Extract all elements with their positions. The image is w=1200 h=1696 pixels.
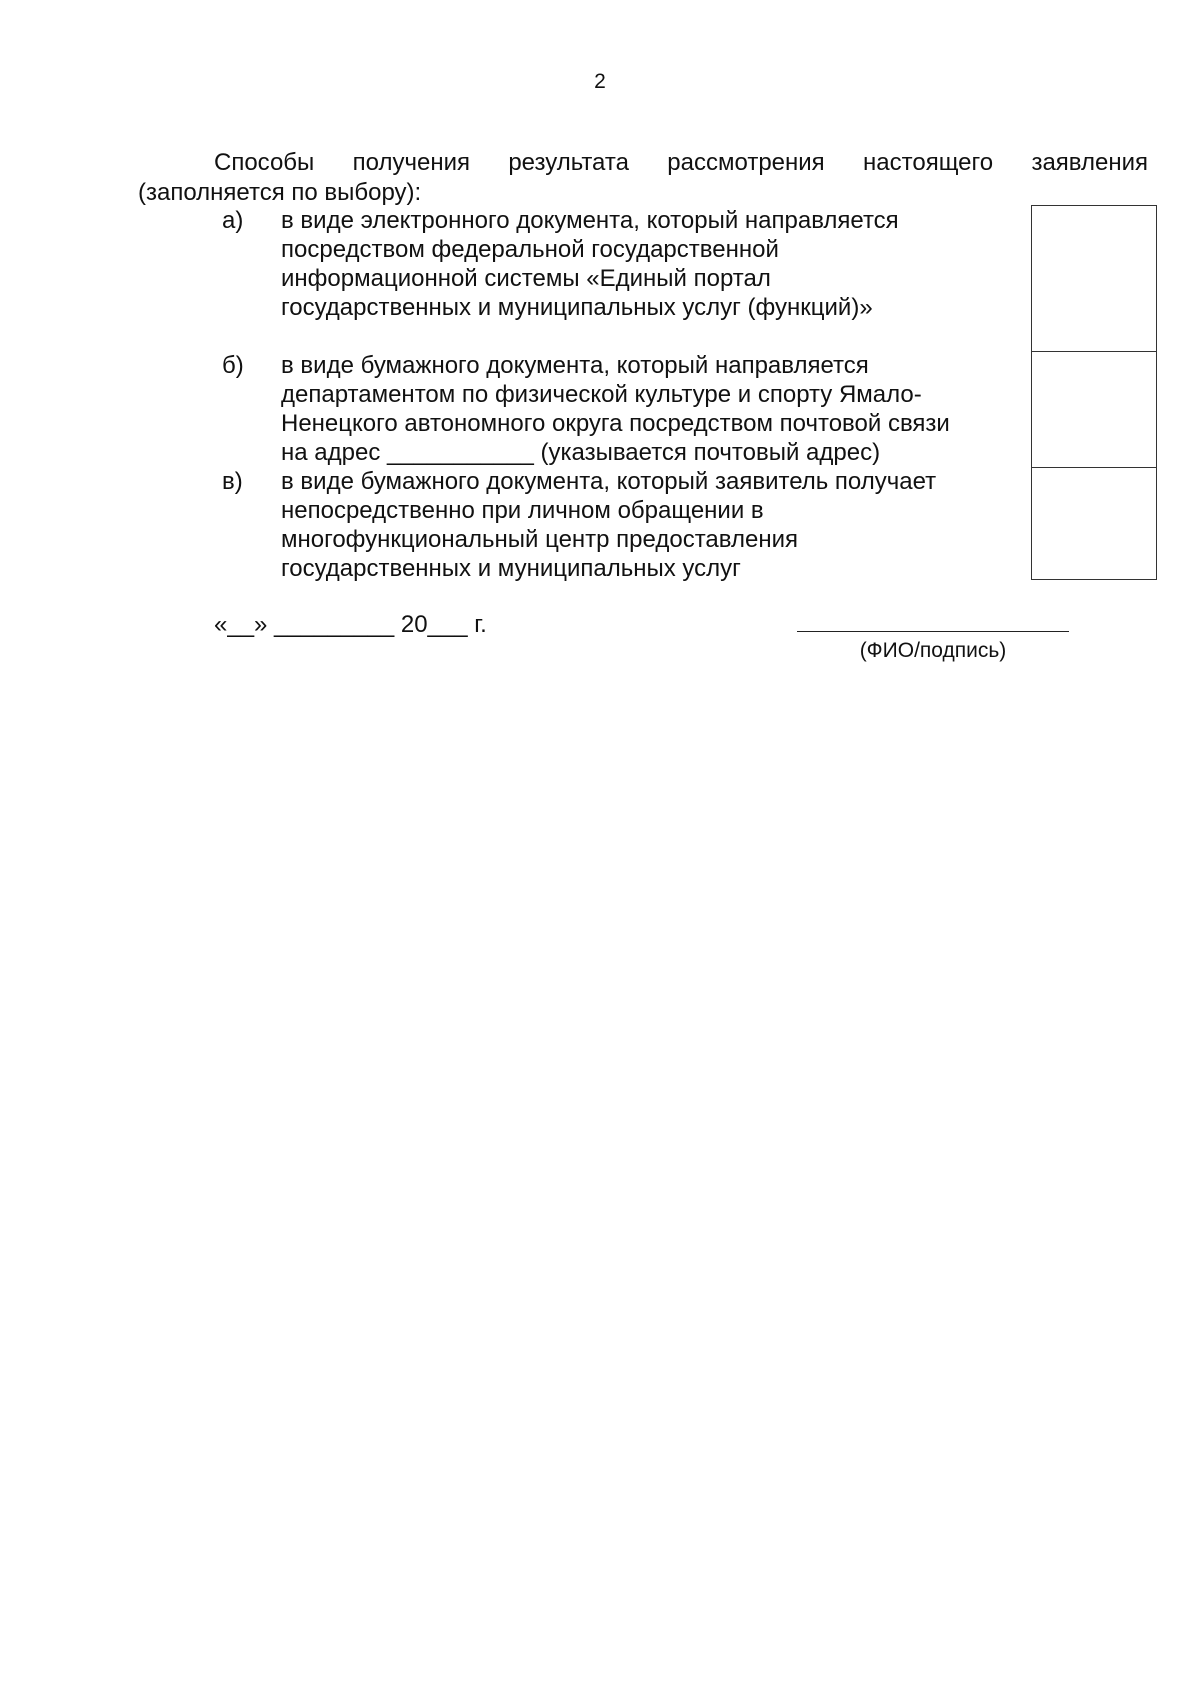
signature-caption: (ФИО/подпись): [859, 639, 1007, 662]
signature-line: [797, 631, 1069, 632]
checkbox-option-b[interactable]: [1032, 351, 1156, 467]
checkbox-option-c[interactable]: [1032, 467, 1156, 580]
checkbox-option-a[interactable]: [1032, 206, 1156, 351]
option-a-marker: а): [222, 207, 244, 234]
intro-line-1: Способы получения результата рассмотрения настоящего заявления: [214, 149, 1148, 176]
option-a-text: в виде электронного документа, который направляется посредством федеральной государственной информационной системы «Единый портал государственных и муниципальных услуг (функций)»: [281, 207, 899, 321]
date-line: «__» _________ 20___ г.: [214, 611, 487, 638]
option-c-text: в виде бумажного документа, который заявитель получает непосредственно при личном обращении в многофункциональный центр предоставления государственных и муниципальных услуг: [281, 468, 937, 582]
option-b-text: в виде бумажного документа, который направляется департаментом по физической культуре и спорту Ямало- Ненецкого автономного округа посредством почтовой связи на адрес ___________ (указывается почтовый адрес): [281, 352, 950, 466]
page-number: 2: [594, 70, 606, 93]
intro-paragraph: [138, 148, 1148, 208]
intro-line-2: (заполняется по выбору):: [138, 179, 422, 206]
option-c-marker: в): [222, 468, 243, 495]
option-b-marker: б): [222, 352, 244, 379]
choice-checkbox-column: [1031, 205, 1157, 580]
